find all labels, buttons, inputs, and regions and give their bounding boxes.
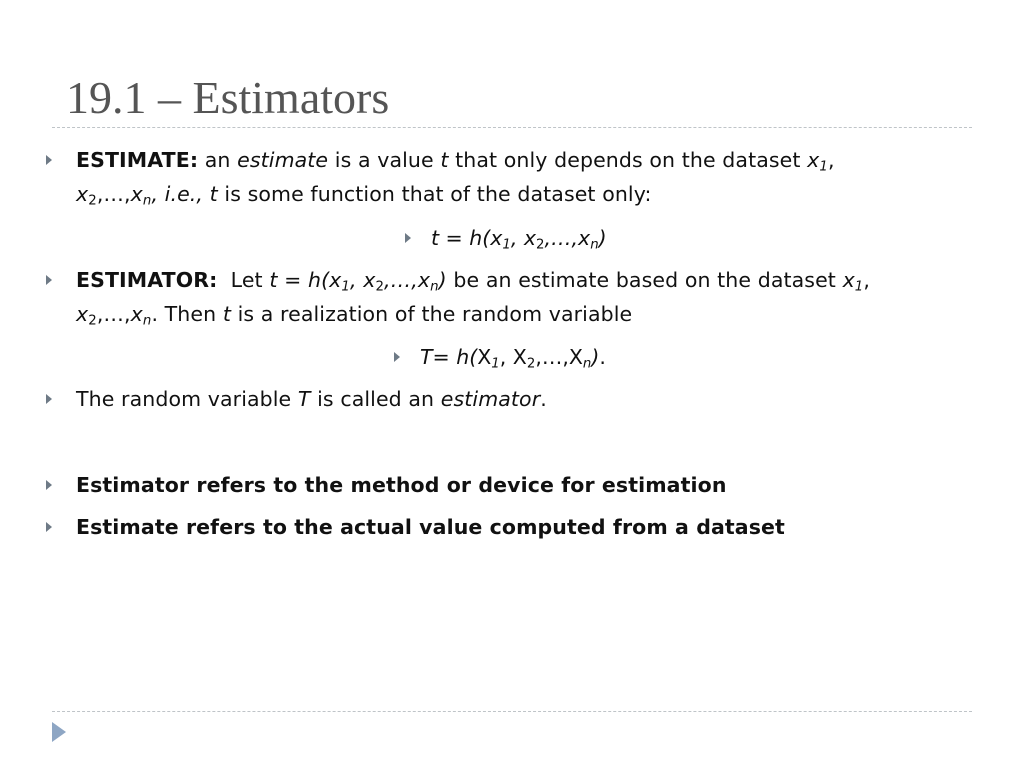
next-slide-arrow-icon[interactable] (52, 722, 66, 742)
text-run: an (198, 148, 238, 172)
text-run: n (430, 279, 439, 295)
estimate-label: ESTIMATE: (76, 148, 199, 172)
text-run: . (599, 345, 606, 369)
text-run: 2 (536, 237, 545, 253)
bullet-random-variable (76, 382, 956, 416)
text-run: ,…,x (544, 226, 591, 250)
text-run: 2 (88, 313, 97, 329)
bullet-arrow-icon (46, 522, 52, 532)
text-run: , x (349, 268, 376, 292)
text-run: x (842, 268, 855, 292)
text-run: x (807, 148, 820, 172)
sub-bullet-arrow-icon (405, 233, 411, 243)
text-run: is called an (310, 387, 441, 411)
text-run: ) (591, 345, 600, 369)
text-run: t = h(x (269, 268, 342, 292)
title-divider (52, 127, 972, 128)
bullet-estimate (76, 143, 956, 211)
text-run: X (477, 345, 492, 369)
text-run: ,…, (96, 182, 131, 206)
text-run: n (582, 356, 592, 372)
text-run: . Then (151, 302, 223, 326)
sub-bullet-arrow-icon (394, 352, 400, 362)
text-run: , (863, 268, 870, 292)
text-run: . (540, 387, 547, 411)
text-run: x (76, 302, 89, 326)
text-run: t (209, 182, 218, 206)
bullet-estimate-definition: Estimate refers to the actual value computed from a dataset (76, 515, 785, 539)
text-run: , (827, 148, 835, 172)
text-run: that only depends on the dataset (448, 148, 808, 172)
slide-title: 19.1 – Estimators (66, 72, 390, 123)
text-run: n (142, 193, 152, 209)
text-run: The random variable (76, 387, 298, 411)
text-run: x (130, 182, 143, 206)
bullet-estimator (76, 263, 956, 331)
text-run: estimate (237, 148, 329, 172)
text-run: Let (217, 268, 270, 292)
text-run: T (297, 387, 311, 411)
bullet-arrow-icon (46, 394, 52, 404)
text-run: 1 (819, 159, 828, 175)
text-run: 1 (502, 237, 511, 253)
text-run: x (76, 182, 89, 206)
footer-divider (52, 711, 972, 712)
text-run: t (440, 148, 449, 172)
text-run: t = h(x (431, 226, 503, 250)
text-run: ,…,X (535, 345, 583, 369)
sub-bullet-formula-t (431, 221, 607, 255)
text-run: ,…,x (384, 268, 431, 292)
bullet-arrow-icon (46, 480, 52, 490)
bullet-arrow-icon (46, 275, 52, 285)
text-run: ) (438, 268, 447, 292)
text-run: , i.e., (151, 182, 204, 206)
text-run: is a value (328, 148, 441, 172)
text-run: h( (456, 345, 478, 369)
text-run: = (432, 345, 457, 369)
text-run: 1 (854, 279, 864, 295)
bullet-arrow-icon (46, 155, 52, 165)
text-run: is some function that of the dataset only: (217, 182, 652, 206)
text-run: T (420, 345, 433, 369)
bullet-estimator-definition: Estimator refers to the method or device for estimation (76, 473, 727, 497)
text-run: ,…, (96, 302, 131, 326)
text-run: n (590, 237, 599, 253)
sub-bullet-formula-T (420, 340, 606, 374)
text-run: t (222, 302, 231, 326)
text-run: 2 (88, 193, 97, 209)
text-run: 2 (526, 356, 536, 372)
text-run: n (142, 313, 152, 329)
text-run (203, 182, 210, 206)
text-run: 2 (375, 279, 385, 295)
text-run: be an estimate based on the dataset (446, 268, 843, 292)
text-run: ) (598, 226, 607, 250)
text-run: 1 (341, 279, 350, 295)
text-run: , X (499, 345, 527, 369)
text-run: is a realization of the random variable (230, 302, 633, 326)
text-run: x (130, 302, 143, 326)
estimator-label: ESTIMATOR: (76, 268, 218, 292)
text-run: estimator (440, 387, 541, 411)
text-run: 1 (491, 356, 500, 372)
text-run: , x (510, 226, 537, 250)
